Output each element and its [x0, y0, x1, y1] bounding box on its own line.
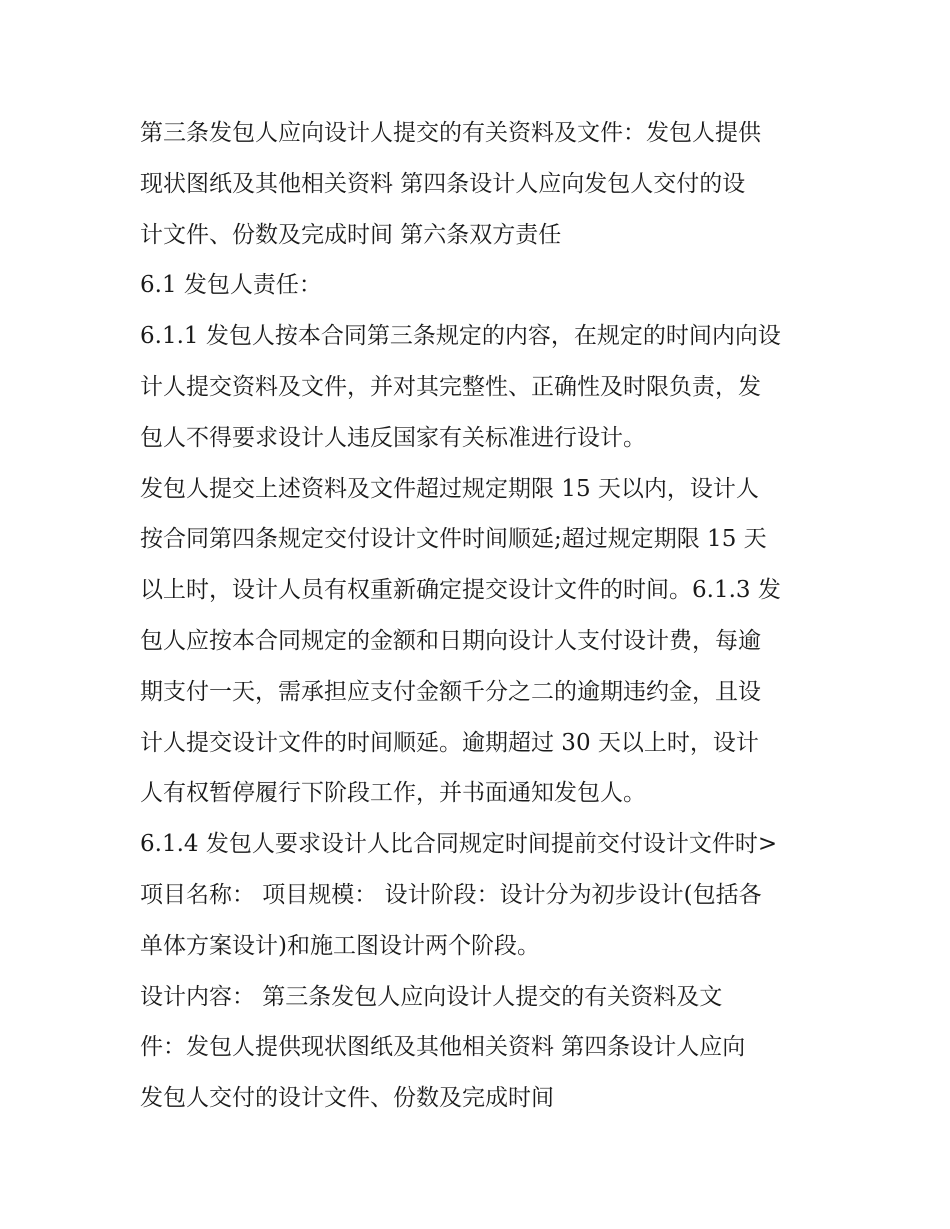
text-line-2: 现状图纸及其他相关资料 第四条设计人应向发包人交付的设 — [140, 170, 746, 197]
text-line-3: 计文件、份数及完成时间 第六条双方责任 — [140, 221, 562, 248]
text-line-8: 发包人提交上述资料及文件超过规定期限 15 天以内，设计人 — [140, 475, 759, 502]
text-line-20: 发包人交付的设计文件、份数及完成时间 — [140, 1085, 554, 1112]
text-line-7: 包人不得要求设计人违反国家有关标准进行设计。 — [140, 424, 646, 451]
text-line-6: 计人提交资料及文件，并对其完整性、正确性及时限负责，发 — [140, 373, 761, 400]
text-line-1: 第三条发包人应向设计人提交的有关资料及文件：发包人提供 — [140, 120, 761, 146]
text-line-16: 项目名称： 项目规模： 设计阶段：设计分为初步设计(包括各 — [140, 881, 762, 908]
text-line-18: 设计内容： 第三条发包人应向设计人提交的有关资料及文 — [140, 983, 723, 1010]
text-line-11: 包人应按本合同规定的金额和日期向设计人支付设计费，每逾 — [140, 627, 761, 654]
document-page — [140, 108, 820, 1124]
text-line-10: 以上时，设计人员有权重新确定提交设计文件的时间。6.1.3 发 — [140, 577, 781, 604]
text-line-14: 人有权暂停履行下阶段工作，并书面通知发包人。 — [140, 780, 646, 807]
text-line-12: 期支付一天，需承担应支付金额千分之二的逾期违约金，且设 — [140, 678, 761, 705]
text-line-13: 计人提交设计文件的时间顺延。逾期超过 30 天以上时，设计 — [140, 729, 759, 756]
text-line-17: 单体方案设计)和施工图设计两个阶段。 — [140, 932, 540, 959]
text-line-9: 按合同第四条规定交付设计文件时间顺延;超过规定期限 15 天 — [140, 526, 767, 553]
section-heading-6-1: 6.1 发包人责任： — [140, 272, 322, 299]
text-line-19: 件：发包人提供现状图纸及其他相关资料 第四条设计人应向 — [140, 1034, 746, 1061]
text-line-5: 6.1.1 发包人按本合同第三条规定的内容，在规定的时间内向设 — [140, 323, 781, 350]
text-line-15: 6.1.4 发包人要求设计人比合同规定时间提前交付设计文件时> — [140, 831, 778, 858]
